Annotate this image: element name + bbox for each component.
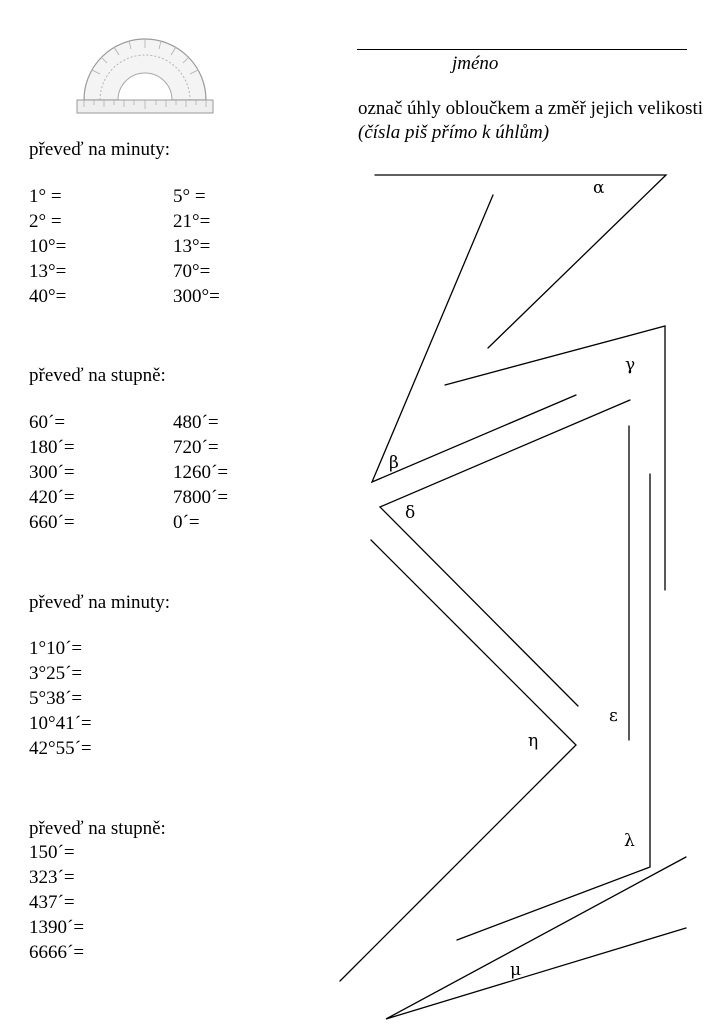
section-3-heading: převeď na minuty:	[29, 592, 171, 613]
angle-label-eta: η	[528, 731, 539, 751]
exercise-item: 660´=	[29, 512, 75, 533]
angle-label-delta: δ	[405, 503, 416, 523]
instruction-italic: (čísla piš přímo k úhlům)	[358, 122, 550, 143]
angle-label-gamma: γ	[625, 355, 636, 375]
exercise-item: 42°55´=	[29, 738, 92, 759]
section-2-heading: převeď na stupně:	[29, 365, 166, 386]
exercise-item: 6666´=	[29, 942, 85, 963]
exercise-item: 323´=	[29, 867, 75, 888]
angle-label-mu: μ	[510, 960, 522, 980]
angle-label-beta: β	[389, 453, 399, 473]
angle-alpha-lines	[375, 175, 666, 348]
exercise-item: 13°=	[173, 236, 211, 257]
exercise-item: 420´=	[29, 487, 75, 508]
exercise-item: 10°41´=	[29, 713, 92, 734]
exercise-item: 150´=	[29, 842, 75, 863]
angle-beta-lines	[372, 195, 576, 482]
angle-label-epsilon: ε	[609, 706, 618, 726]
exercise-item: 3°25´=	[29, 663, 83, 684]
exercise-item: 5° =	[173, 186, 206, 207]
exercise-item: 70°=	[173, 261, 211, 282]
exercise-item: 60´=	[29, 412, 66, 433]
angle-delta-lines	[380, 400, 630, 706]
exercise-item: 1° =	[29, 186, 62, 207]
exercise-item: 180´=	[29, 437, 75, 458]
angle-epsilon-lines	[340, 540, 576, 981]
exercise-item: 21°=	[173, 211, 211, 232]
exercise-item: 480´=	[173, 412, 219, 433]
exercise-item: 2° =	[29, 211, 62, 232]
angle-lambda-lines	[457, 474, 650, 940]
exercise-item: 1°10´=	[29, 638, 83, 659]
exercise-item: 7800´=	[173, 487, 229, 508]
exercise-item: 10°=	[29, 236, 67, 257]
exercise-item: 437´=	[29, 892, 75, 913]
exercise-item: 40°=	[29, 286, 67, 307]
angle-label-alpha: α	[593, 178, 605, 198]
exercise-item: 300°=	[173, 286, 220, 307]
section-4-heading: převeď na stupně:	[29, 818, 166, 839]
exercise-item: 0´=	[173, 512, 200, 533]
instruction-main: označ úhly obloučkem a změř jejich velikosti	[358, 98, 704, 119]
exercise-item: 1390´=	[29, 917, 85, 938]
exercise-item: 13°=	[29, 261, 67, 282]
section-1-heading: převeď na minuty:	[29, 139, 171, 160]
name-label: jméno	[452, 53, 499, 74]
angle-mu-lines	[386, 857, 686, 1019]
exercise-item: 300´=	[29, 462, 75, 483]
exercise-item: 1260´=	[173, 462, 229, 483]
exercise-item: 5°38´=	[29, 688, 83, 709]
angle-label-lambda: λ	[624, 831, 635, 851]
exercise-item: 720´=	[173, 437, 219, 458]
